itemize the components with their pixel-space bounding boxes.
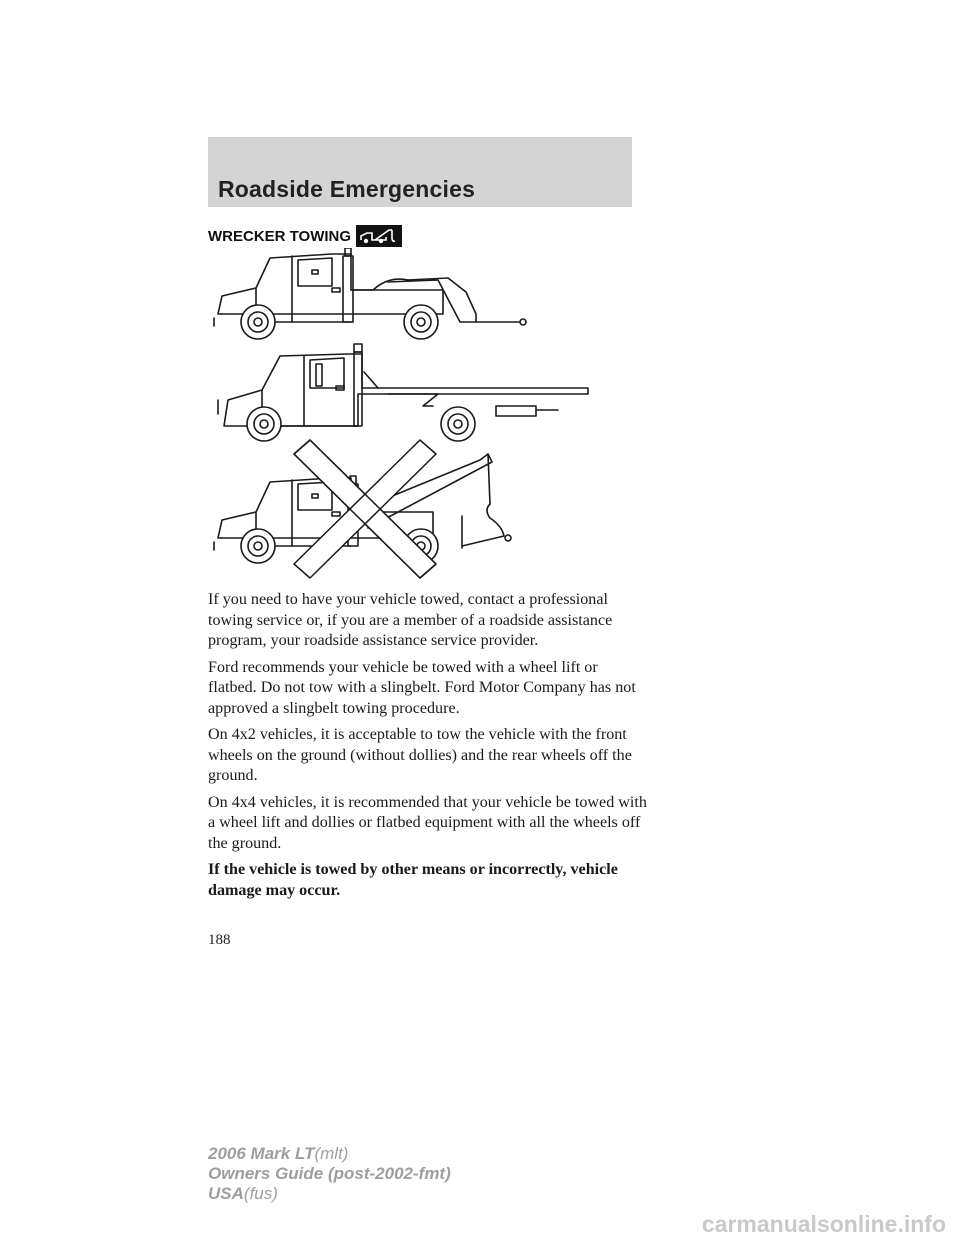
paragraph-professional-towing: If you need to have your vehicle towed, contact a professional towing service or, if you are a member of a roadside assistance program, your roadside assistance service provider. — [208, 591, 613, 649]
damage-warning: If the vehicle is towed by other means or incorrectly, vehicle damage may occur. — [208, 861, 618, 899]
wheel-lift-tow-truck — [214, 248, 526, 339]
watermark: carmanualsonline.info — [701, 1211, 946, 1237]
towing-illustrations — [208, 248, 608, 588]
section-heading-row — [208, 224, 402, 248]
page-number: 188 — [208, 932, 231, 948]
footer — [208, 1144, 451, 1204]
flatbed-tow-truck — [218, 344, 588, 441]
footer-line-model — [208, 1144, 451, 1164]
footer-model: 2006 Mark LT — [208, 1144, 315, 1163]
footer-line-market — [208, 1184, 451, 1204]
page-title: Roadside Emergencies — [218, 176, 476, 202]
footer-model-code: (mlt) — [314, 1144, 349, 1163]
body-text — [208, 590, 648, 907]
footer-guide: Owners Guide (post-2002-fmt) — [208, 1164, 451, 1183]
paragraph-4x2-vehicles: On 4x2 vehicles, it is acceptable to tow the vehicle with the front wheels on the ground (without dollies) and the rear wheels off the ground. — [208, 726, 632, 784]
footer-market: USA — [208, 1184, 244, 1203]
footer-line-guide — [208, 1164, 451, 1184]
section-heading: WRECKER TOWING — [208, 227, 352, 245]
paragraph-4x4-vehicles: On 4x4 vehicles, it is recommended that your vehicle be towed with a wheel lift and dollies or flatbed equipment with all the wheels off the ground. — [208, 793, 647, 852]
paragraph-ford-recommends: Ford recommends your vehicle be towed with a wheel lift or flatbed. Do not tow with a slingbelt. Ford Motor Company has not approved a slingbelt towing procedure. — [208, 658, 636, 717]
footer-market-code: (fus) — [243, 1184, 278, 1203]
tow-truck-icon — [356, 225, 402, 247]
